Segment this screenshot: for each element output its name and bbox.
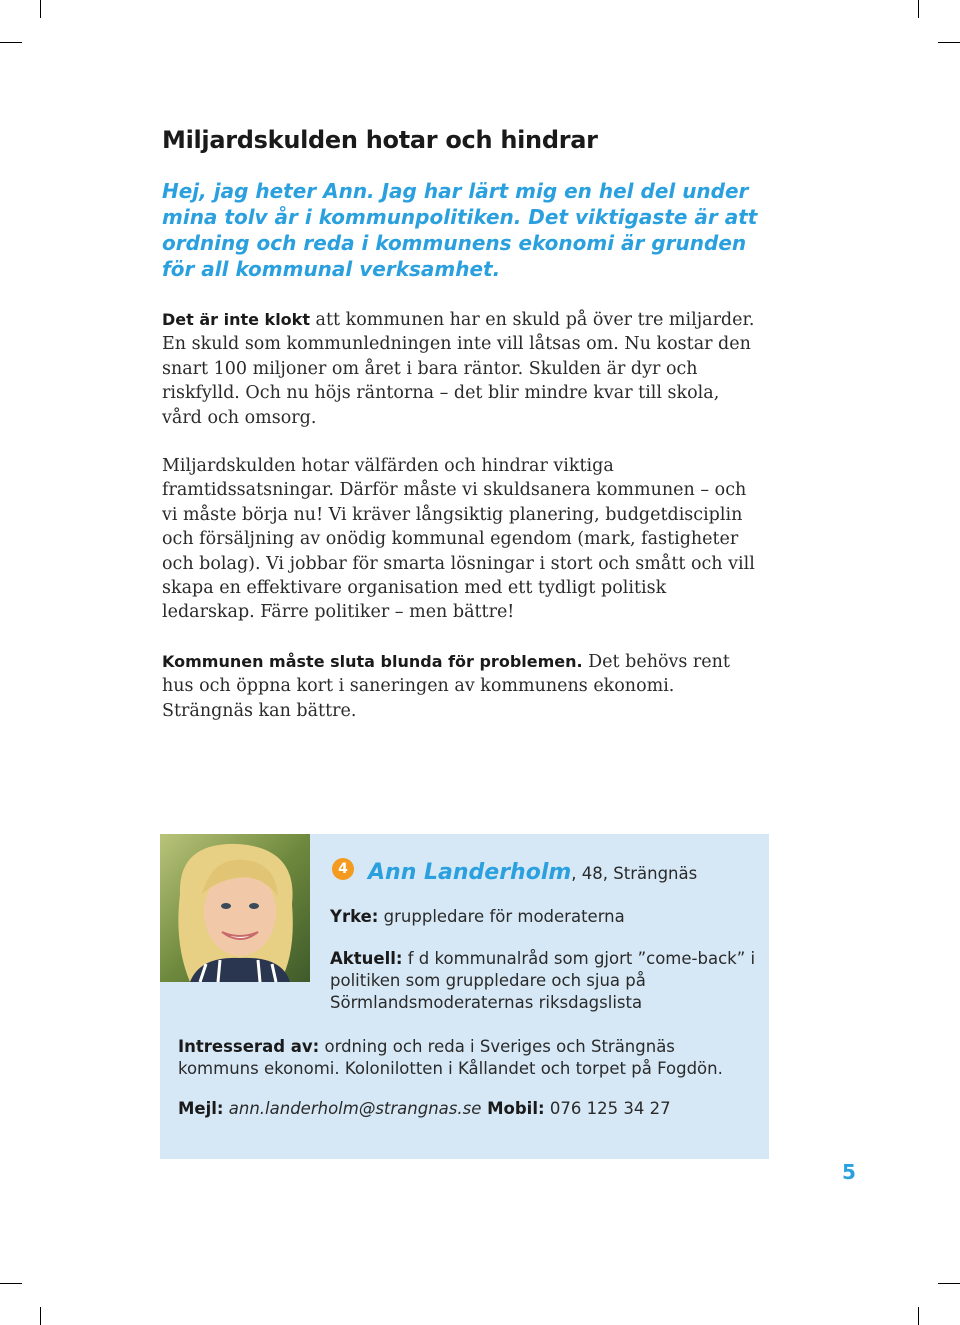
paragraph-1-bold: Det är inte klokt bbox=[162, 310, 310, 329]
intresse-label: Intresserad av: bbox=[178, 1037, 320, 1056]
crop-mark bbox=[0, 1283, 22, 1284]
intresse-value: ordning och reda i Sveriges och Strängnäs kommuns ekonomi. Kolonilotten i Kållandet och torpet på Fogdön. bbox=[178, 1037, 723, 1078]
crop-mark bbox=[918, 0, 919, 18]
candidate-name: Ann Landerholm bbox=[368, 860, 572, 885]
crop-mark bbox=[938, 1283, 960, 1284]
aktuellt-row bbox=[330, 948, 760, 1014]
portrait-image bbox=[160, 834, 310, 982]
crop-mark bbox=[40, 1307, 41, 1325]
crop-mark bbox=[40, 0, 41, 18]
yrke-row bbox=[330, 906, 625, 928]
intresse-row bbox=[178, 1036, 758, 1080]
paragraph-1 bbox=[162, 308, 762, 430]
candidate-number-badge: 4 bbox=[332, 858, 354, 880]
paragraph-2: Miljardskulden hotar välfärden och hindrar viktiga framtidssatsningar. Därför måste vi skuldsanera kommunen – och vi måste börja nu! Vi kräver långsiktig planering, budgetdisciplin och försäljning av onödig kommunal egendom (mark, fastigheter och bolag). Vi jobbar för smarta lösningar i stort och smått och vill skapa en effektivare organisation med ett tydligt politisk ledarskap. Färre politiker – men bättre! bbox=[162, 456, 755, 623]
paragraph-3 bbox=[162, 650, 762, 723]
paragraph-1-text: att kommunen har en skuld på över tre miljarder. En skuld som kommunledningen inte vill låtsas om. Nu kostar den snart 100 miljoner om året i bara räntor. Skulden är dyr och riskfylld. Och nu höjs räntorna – det blir mindre kvar till skola, vård och omsorg. bbox=[162, 310, 755, 428]
mobil-value: 076 125 34 27 bbox=[544, 1099, 671, 1118]
article-lead: Hej, jag heter Ann. Jag har lärt mig en hel del under mina tolv år i kommunpolitiken. Det viktigaste är att ordning och reda i kommunens ekonomi är grunden för all kommunal verksamhet. bbox=[162, 179, 758, 281]
paragraph-3-bold: Kommunen måste sluta blunda för problemen. bbox=[162, 652, 583, 671]
candidate-name-line bbox=[368, 860, 697, 885]
email-link[interactable]: ann.landerholm@strangnas.se bbox=[223, 1099, 482, 1118]
article-title: Miljardskulden hotar och hindrar bbox=[162, 126, 598, 154]
aktuellt-label: Aktuell: bbox=[330, 949, 403, 968]
aktuellt-value: f d kommunalråd som gjort ”come-back” i politiken som gruppledare och sjua på Sörmlandsmoderaternas riksdagslista bbox=[330, 949, 756, 1012]
candidate-age-place: , 48, Strängnäs bbox=[571, 864, 698, 883]
crop-mark bbox=[918, 1307, 919, 1325]
crop-mark bbox=[938, 42, 960, 43]
yrke-label: Yrke: bbox=[330, 907, 379, 926]
mejl-label: Mejl: bbox=[178, 1099, 224, 1118]
paragraph-3-text: Det behövs rent hus och öppna kort i saneringen av kommunens ekonomi. Strängnäs kan bättre. bbox=[162, 652, 730, 721]
yrke-value: gruppledare för moderaterna bbox=[378, 907, 625, 926]
contact-row bbox=[178, 1098, 671, 1120]
crop-mark bbox=[0, 42, 22, 43]
portrait-photo bbox=[160, 834, 310, 982]
mobil-label: Mobil: bbox=[481, 1099, 545, 1118]
page-number: 5 bbox=[842, 1160, 856, 1184]
